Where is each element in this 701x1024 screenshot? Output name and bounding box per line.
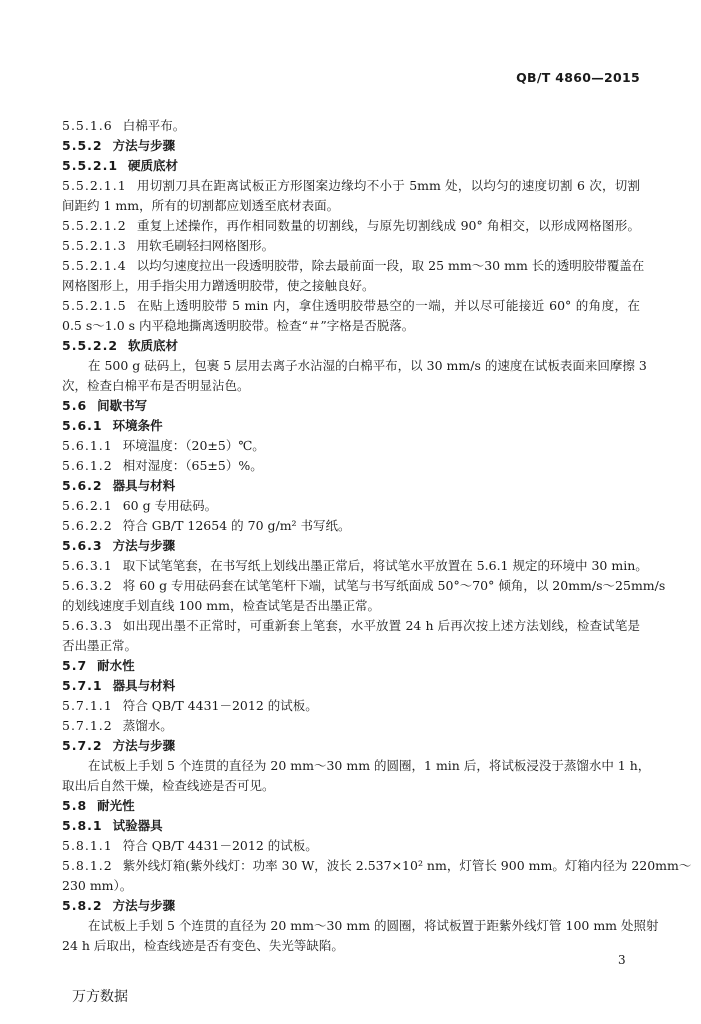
heading-text: 耐光性 (97, 798, 135, 813)
heading-5-7 (62, 656, 640, 676)
clause-text: 间距约 1 mm，所有的切割都应划透至底材表面。 (62, 198, 340, 213)
clause-number: 5.6.1 (62, 418, 103, 433)
heading-5-5-2-1 (62, 156, 640, 176)
clause-text: 0.5 s～1.0 s 内平稳地撕离透明胶带。检查“＃”字格是否脱落。 (62, 318, 415, 333)
paragraph-continuation (62, 636, 640, 656)
clause-5-6-3-1 (62, 556, 648, 576)
clause-number: 5.6.3.2 (62, 578, 113, 593)
clause-number: 5.8.1.2 (62, 858, 113, 873)
clause-5-7-1-1 (62, 696, 640, 716)
clause-5-5-2-1-2 (62, 216, 640, 236)
heading-5-5-2-2 (62, 336, 640, 356)
clause-5-5-1-6 (62, 116, 640, 136)
paragraph (62, 356, 647, 376)
heading-5-8-1 (62, 816, 640, 836)
clause-text: 的划线速度手划直线 100 mm，检查试笔是否出墨正常。 (62, 598, 381, 613)
clause-number: 5.5.2.1.2 (62, 218, 127, 233)
page-number: 3 (618, 953, 626, 967)
paragraph-continuation (62, 276, 640, 296)
clause-number: 5.5.2.1.5 (62, 298, 127, 313)
source-watermark: 万方数据 (72, 989, 128, 1005)
clause-text: 蒸馏水。 (122, 718, 173, 733)
paragraph-continuation (62, 376, 640, 396)
clause-5-5-2-1-4 (62, 256, 645, 276)
clause-number: 5.5.2.2 (62, 338, 119, 353)
clause-number: 5.5.2.1.3 (62, 238, 127, 253)
heading-text: 方法与步骤 (112, 538, 176, 553)
clause-text: 在 500 g 砝码上，包裹 5 层用去离子水沾湿的白棉平布，以 30 mm/s 的速度在试板表面来回摩擦 3 (88, 358, 647, 373)
paragraph-continuation (62, 936, 640, 956)
clause-5-6-2-2 (62, 516, 640, 536)
clause-text: 网格图形上，用手指尖用力蹭透明胶带，使之接触良好。 (62, 278, 375, 293)
heading-5-6-3 (62, 536, 640, 556)
clause-5-6-2-1 (62, 496, 640, 516)
clause-number: 5.7.1.2 (62, 718, 113, 733)
clause-number: 5.7.1.1 (62, 698, 113, 713)
heading-text: 方法与步骤 (112, 898, 176, 913)
clause-number: 5.6.3.3 (62, 618, 113, 633)
clause-text: 230 mm）。 (62, 878, 133, 893)
clause-text: 否出墨正常。 (62, 638, 138, 653)
clause-number: 5.7.2 (62, 738, 103, 753)
clause-number: 5.6.2.1 (62, 498, 113, 513)
heading-text: 环境条件 (112, 418, 163, 433)
clause-text: 在试板上手划 5 个连贯的直径为 20 mm～30 mm 的圆圈，1 min 后，将试板浸没于蒸馏水中 1 h， (88, 758, 651, 773)
standard-code-header: QB/T 4860—2015 (516, 70, 640, 85)
clause-text: 用切割刀具在距离试板正方形图案边缘均不小于 5mm 处，以均匀的速度切割 6 次，切割 (136, 178, 640, 193)
heading-5-6-2 (62, 476, 640, 496)
clause-text: 60 g 专用砝码。 (122, 498, 218, 513)
clause-text: 符合 GB/T 12654 的 70 g/m² 书写纸。 (122, 518, 351, 533)
heading-text: 器具与材料 (112, 678, 176, 693)
clause-number: 5.7 (62, 658, 88, 673)
clause-5-6-1-2 (62, 456, 640, 476)
clause-number: 5.8.1 (62, 818, 103, 833)
clause-number: 5.8 (62, 798, 88, 813)
clause-text: 将 60 g 专用砝码套在试笔笔杆下端，试笔与书写纸面成 50°～70° 倾角，以 20mm/s～25mm/s (122, 578, 666, 593)
heading-text: 耐水性 (97, 658, 135, 673)
clause-number: 5.7.1 (62, 678, 103, 693)
heading-5-5-2 (62, 136, 640, 156)
clause-number: 5.6.1.1 (62, 438, 113, 453)
clause-text: 符合 QB/T 4431－2012 的试板。 (122, 838, 318, 853)
clause-5-6-1-1 (62, 436, 640, 456)
clause-text: 如出现出墨不正常时，可重新套上笔套，水平放置 24 h 后再次按上述方法划线，检查试笔是 (122, 618, 640, 633)
clause-text: 紫外线灯箱(紫外线灯：功率 30 W，波长 2.537×10² nm，灯管长 900 mm。灯箱内径为 220mm～ (122, 858, 692, 873)
paragraph-continuation (62, 316, 640, 336)
clause-number: 5.6 (62, 398, 88, 413)
paragraph-continuation (62, 596, 640, 616)
heading-text: 试验器具 (112, 818, 163, 833)
clause-text: 次，检查白棉平布是否明显沾色。 (62, 378, 250, 393)
clause-number: 5.6.3 (62, 538, 103, 553)
clause-5-8-1-2 (62, 856, 692, 876)
paragraph (62, 916, 659, 936)
paragraph (62, 756, 651, 776)
paragraph-continuation (62, 776, 640, 796)
heading-5-8-2 (62, 896, 640, 916)
clause-number: 5.5.2 (62, 138, 103, 153)
clause-number: 5.5.2.1.4 (62, 258, 127, 273)
heading-5-8 (62, 796, 640, 816)
clause-number: 5.6.2 (62, 478, 103, 493)
document-body (62, 116, 692, 956)
clause-text: 白棉平布。 (122, 118, 186, 133)
clause-text: 重复上述操作，再作相同数量的切割线，与原先切割线成 90° 角相交，以形成网格图形。 (136, 218, 640, 233)
clause-5-7-1-2 (62, 716, 640, 736)
heading-text: 硬质底材 (128, 158, 179, 173)
clause-number: 5.6.2.2 (62, 518, 113, 533)
clause-number: 5.5.2.1.1 (62, 178, 127, 193)
heading-5-7-2 (62, 736, 640, 756)
clause-text: 24 h 后取出，检查线迹是否有变色、失光等缺陷。 (62, 938, 344, 953)
clause-text: 取下试笔笔套，在书写纸上划线出墨正常后，将试笔水平放置在 5.6.1 规定的环境中 30 min。 (122, 558, 648, 573)
heading-5-7-1 (62, 676, 640, 696)
clause-5-5-2-1-1 (62, 176, 640, 196)
clause-text: 相对湿度：（65±5）%。 (122, 458, 263, 473)
heading-text: 器具与材料 (112, 478, 176, 493)
clause-text: 环境温度：（20±5）℃。 (122, 438, 265, 453)
heading-5-6-1 (62, 416, 640, 436)
heading-text: 软质底材 (128, 338, 179, 353)
heading-text: 间歇书写 (97, 398, 148, 413)
clause-5-8-1-1 (62, 836, 640, 856)
clause-text: 在试板上手划 5 个连贯的直径为 20 mm～30 mm 的圆圈，将试板置于距紫外线灯管 100 mm 处照射 (88, 918, 659, 933)
heading-text: 方法与步骤 (112, 738, 176, 753)
paragraph-continuation (62, 876, 640, 896)
clause-number: 5.8.1.1 (62, 838, 113, 853)
paragraph-continuation (62, 196, 640, 216)
clause-number: 5.8.2 (62, 898, 103, 913)
clause-text: 在贴上透明胶带 5 min 内，拿住透明胶带悬空的一端，并以尽可能接近 60° 的角度，在 (136, 298, 640, 313)
clause-text: 符合 QB/T 4431－2012 的试板。 (122, 698, 318, 713)
heading-text: 方法与步骤 (112, 138, 176, 153)
clause-5-6-3-3 (62, 616, 640, 636)
clause-text: 用软毛刷轻扫网格图形。 (136, 238, 275, 253)
clause-5-5-2-1-3 (62, 236, 640, 256)
clause-text: 取出后自然干燥，检查线迹是否可见。 (62, 778, 275, 793)
clause-number: 5.5.2.1 (62, 158, 119, 173)
heading-5-6 (62, 396, 640, 416)
clause-5-5-2-1-5 (62, 296, 640, 316)
clause-number: 5.6.3.1 (62, 558, 113, 573)
clause-5-6-3-2 (62, 576, 666, 596)
clause-number: 5.6.1.2 (62, 458, 113, 473)
clause-text: 以均匀速度拉出一段透明胶带，除去最前面一段，取 25 mm～30 mm 长的透明胶带覆盖在 (136, 258, 645, 273)
clause-number: 5.5.1.6 (62, 118, 113, 133)
